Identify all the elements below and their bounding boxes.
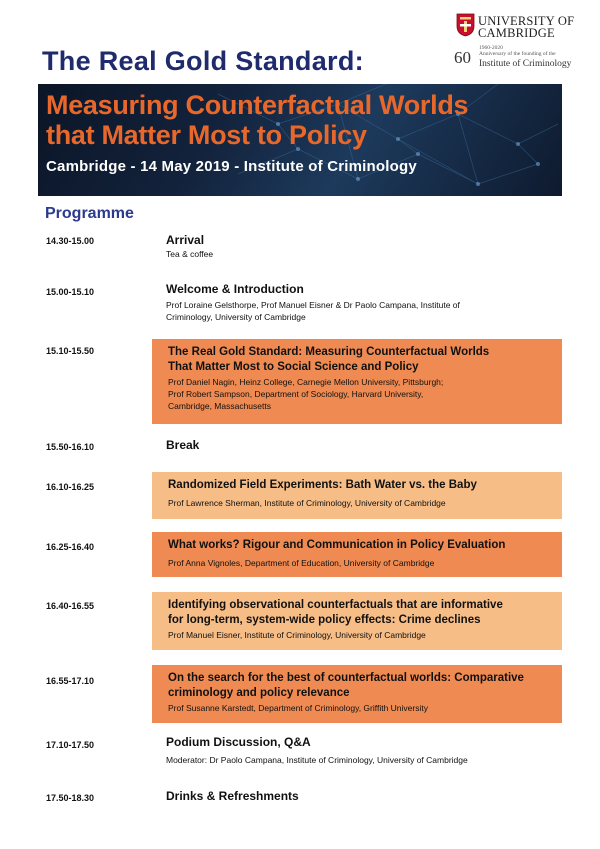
item-title: What works? Rigour and Communication in Policy Evaluation: [168, 539, 506, 551]
item-title: Randomized Field Experiments: Bath Water vs. the Baby: [168, 479, 477, 491]
item-description-line2: Criminology, University of Cambridge: [166, 311, 306, 322]
time-slot: 17.50-18.30: [46, 793, 95, 803]
institute-logo: [454, 46, 588, 72]
schedule-item-karstedt: [152, 665, 562, 723]
university-name: [478, 15, 574, 39]
banner-title-line2: that Matter Most to Policy: [46, 120, 367, 150]
item-description: Prof Susanne Karstedt, Department of Criminology, Griffith University: [168, 703, 428, 713]
item-title-line2: criminology and policy relevance: [168, 686, 350, 699]
item-description: Tea & coffee: [166, 248, 214, 259]
time-slot: 15.00-15.10: [46, 287, 95, 297]
institute-small-text: [479, 46, 584, 57]
item-title: Drinks & Refreshments: [166, 789, 299, 803]
item-title-line1: The Real Gold Standard: Measuring Counterfactual Worlds: [168, 346, 490, 358]
university-name-line2: CAMBRIDGE: [478, 26, 555, 40]
item-title: Arrival: [166, 233, 205, 247]
schedule-item-vignoles: [152, 532, 562, 577]
institute-small-line2: Anniversary of the founding of the: [479, 50, 556, 57]
item-title: Welcome & Introduction: [166, 282, 304, 296]
anniversary-number: 60: [454, 48, 471, 67]
institute-name: Institute of Criminology: [479, 59, 572, 69]
time-slot: 17.10-17.50: [46, 740, 95, 750]
item-title-line2: That Matter Most to Social Science and Policy: [168, 360, 419, 373]
banner-subtitle: Cambridge - 14 May 2019 - Institute of Criminology: [46, 158, 417, 175]
schedule-item-drinks: [166, 789, 299, 804]
item-description: Prof Lawrence Sherman, Institute of Criminology, University of Cambridge: [168, 497, 446, 508]
page-title: The Real Gold Standard:: [42, 46, 364, 76]
schedule-item-arrival: [166, 233, 213, 260]
item-title-line1: Identifying observational counterfactuals that are informative: [168, 599, 503, 611]
item-description-line3: Cambridge, Massachusetts: [168, 401, 271, 411]
item-description-line1: Prof Loraine Gelsthorpe, Prof Manuel Eisner & Dr Paolo Campana, Institute of: [166, 299, 460, 310]
time-slot: 15.50-16.10: [46, 442, 95, 452]
time-slot: 16.40-16.55: [46, 601, 95, 611]
banner-title: [46, 90, 468, 150]
event-banner: [38, 84, 562, 196]
item-title-line2: for long-term, system-wide policy effects: Crime declines: [168, 613, 481, 626]
time-slot: 16.55-17.10: [46, 676, 95, 686]
institute-small-line1: 1960-2020: [479, 45, 503, 51]
item-description: Prof Manuel Eisner, Institute of Criminology, University of Cambridge: [168, 630, 426, 640]
university-name-line1: UNIVERSITY OF: [478, 14, 575, 28]
time-slot: 14.30-15.00: [46, 236, 95, 246]
schedule-item-eisner: [152, 592, 562, 650]
item-description: Moderator: Dr Paolo Campana, Institute of Criminology, University of Cambridge: [166, 754, 468, 765]
schedule-item-keynote: [152, 339, 562, 424]
item-description-line1: Prof Daniel Nagin, Heinz College, Carnegie Mellon University, Pittsburgh;: [168, 377, 444, 387]
item-title: Podium Discussion, Q&A: [166, 735, 311, 749]
time-slot: 16.25-16.40: [46, 542, 95, 552]
schedule-item-welcome: [166, 282, 460, 323]
item-description-line2: Prof Robert Sampson, Department of Sociology, Harvard University,: [168, 389, 424, 399]
time-slot: 16.10-16.25: [46, 482, 95, 492]
university-logo: [456, 12, 588, 48]
schedule-item-break: [166, 438, 199, 453]
banner-title-line1: Measuring Counterfactual Worlds: [46, 90, 469, 120]
time-slot: 15.10-15.50: [46, 346, 95, 356]
item-title-line1: On the search for the best of counterfactual worlds: Comparative: [168, 672, 524, 684]
schedule-item-sherman: [152, 472, 562, 519]
programme-heading: Programme: [45, 205, 134, 222]
item-description: Prof Anna Vignoles, Department of Education, University of Cambridge: [168, 557, 435, 568]
schedule-item-podium: [166, 735, 468, 766]
item-title: Break: [166, 438, 200, 452]
university-shield-icon: [456, 13, 475, 37]
